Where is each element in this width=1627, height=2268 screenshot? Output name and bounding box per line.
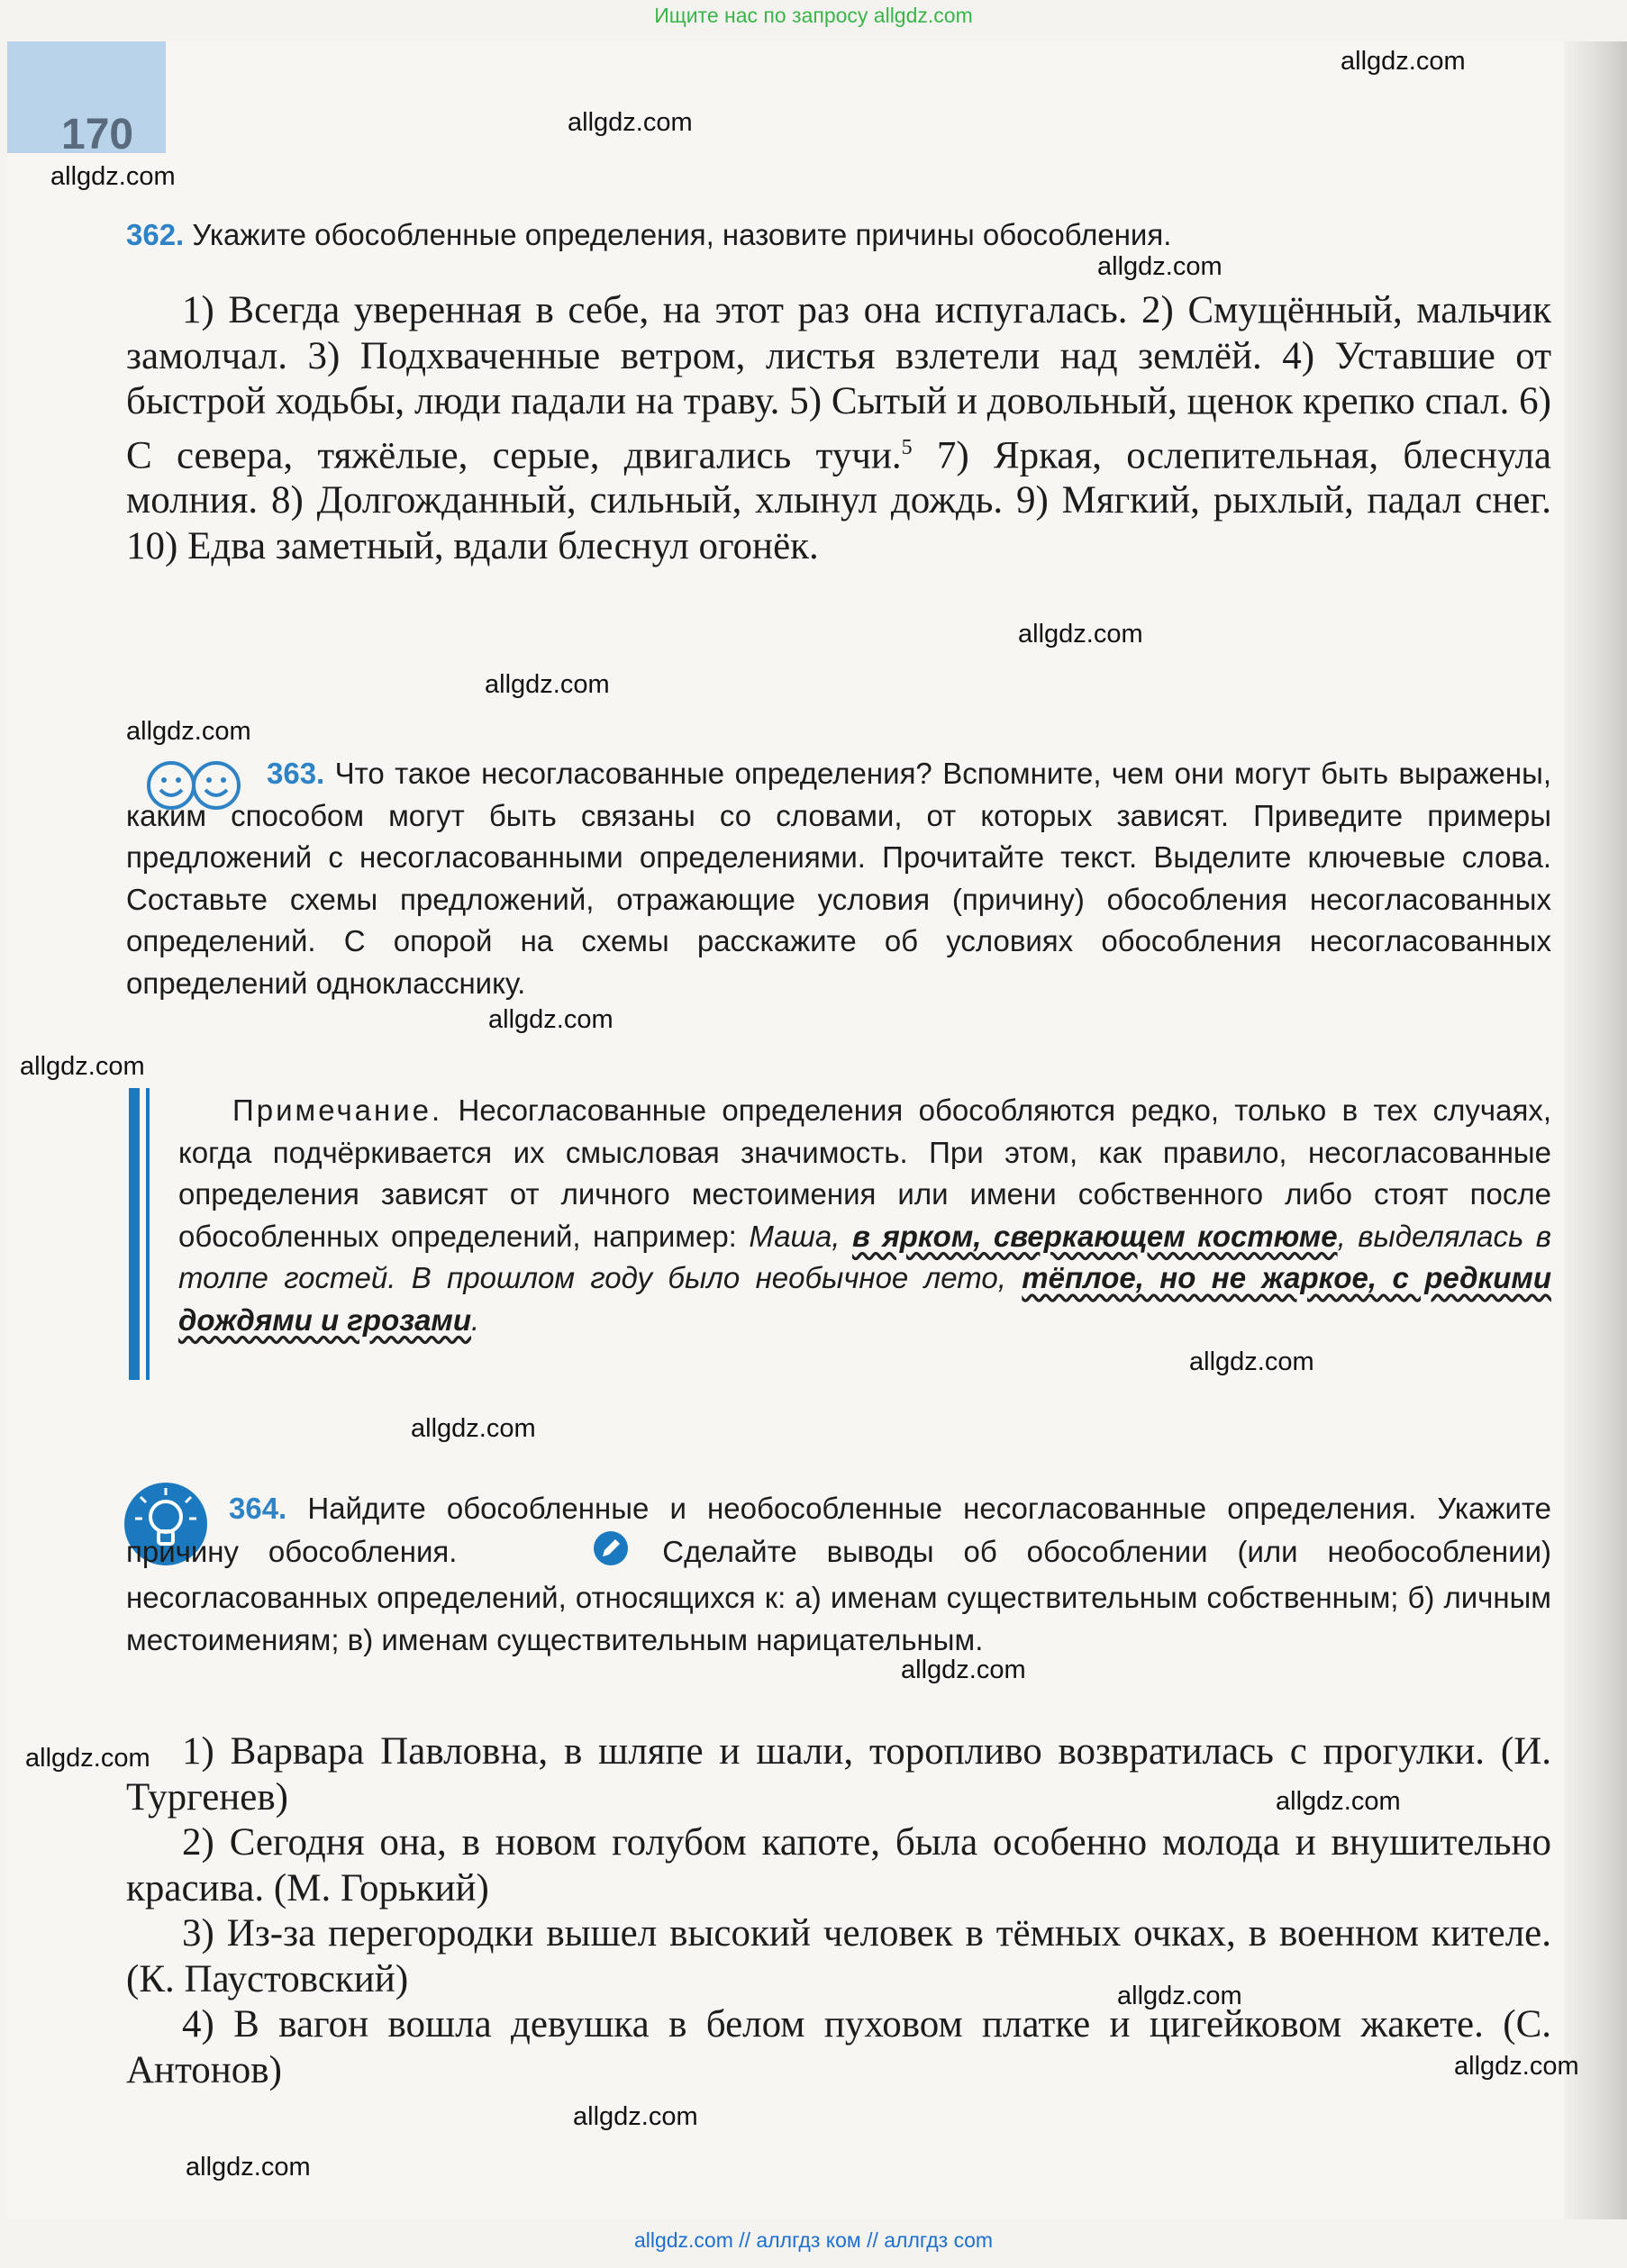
exercise-362-sentences: 1) Всегда уверенная в себе, на этот раз она испугалась. 2) Смущённый, мальчик замолчал. 3) Подхваченные ветром, листья взлетели над землёй. 4) Уставшие от быстрой ходьбы, люди падали на траву. 5) Сытый и довольный, щенок крепко спал. 6) С севера, тяжёлые, серые, двигались тучи. [126, 289, 1551, 476]
exercise-364-task [126, 1488, 1551, 1661]
watermark[interactable]: allgdz.com [25, 1744, 150, 1773]
note-example-2-underlined: тёплое, но не жаркое, с редкими дождями и грозами [178, 1261, 1551, 1337]
exercise-363-task [126, 753, 1551, 1004]
watermark[interactable]: allgdz.com [126, 717, 251, 746]
exercise-362-task [126, 214, 1550, 257]
note-example-1-start: Маша, [749, 1219, 852, 1253]
exercise-364-task-b: Сделайте выводы об обособлении (или необособлении) несогласованных определений, относящихся к: а) именам существительным собственным; б) личным местоимениям; в) именам существительным нарицательным. [126, 1534, 1551, 1656]
watermark[interactable]: allgdz.com [1454, 2052, 1579, 2081]
note-bar [129, 1088, 140, 1380]
sentence-4: 4) В вагон вошла девушка в белом пуховом платке и цигейковом жакете. (С. Антонов) [126, 2003, 1551, 2091]
watermark[interactable]: allgdz.com [573, 2102, 698, 2131]
watermark[interactable]: allgdz.com [20, 1052, 145, 1081]
watermark[interactable]: allgdz.com [1018, 620, 1143, 649]
page-number: 170 [61, 111, 134, 159]
note-bar-thin [146, 1088, 150, 1380]
note-example-1-underlined: в ярком, сверкающем костюме [851, 1219, 1338, 1253]
note-example-1-end: , выделялась в толпе гостей. В прошлом году было необычное лето, [178, 1219, 1551, 1294]
note-example-2-end: . [471, 1302, 480, 1337]
watermark[interactable]: allgdz.com [1341, 47, 1466, 76]
watermark[interactable]: allgdz.com [1189, 1347, 1314, 1376]
watermark[interactable]: allgdz.com [411, 1414, 536, 1443]
watermark[interactable]: allgdz.com [485, 670, 610, 699]
footnote-mark: 5 [901, 435, 913, 459]
exercise-362-text [126, 288, 1551, 569]
watermark[interactable]: allgdz.com [1276, 1787, 1401, 1816]
note-text: Несогласованные определения обособляются редко, только в тех случаях, когда подчёркивается их смысловая значимость. При этом, как правило, несогласованные определения зависят от личного местоимения или имени собственного либо стоят после обособленных определений, например: [178, 1093, 1551, 1253]
exercise-364-task-a: Найдите обособленные и необособленные несогласованные определения. Укажите причину обособления. [126, 1492, 1551, 1568]
watermark[interactable]: allgdz.com [901, 1656, 1026, 1684]
watermark[interactable]: allgdz.com [1097, 252, 1223, 281]
exercise-363-number: 363. [267, 757, 325, 790]
exercise-362-sentences-2: 7) Яркая, ослепительная, блеснула молния. 8) Долгожданный, сильный, хлынул дождь. 9) Мягкий, рыхлый, падал снег. 10) Едва заметный, вдали блеснул огонёк. [126, 433, 1552, 567]
watermark[interactable]: allgdz.com [488, 1005, 614, 1034]
watermark[interactable]: allgdz.com [568, 108, 693, 137]
exercise-362-task-text: Укажите обособленные определения, назовите причины обособления. [184, 218, 1172, 251]
page-spine-shadow [1564, 41, 1627, 2219]
sentence-3: 3) Из-за перегородки вышел высокий человек в тёмных очках, в военном кителе. (К. Паустовский) [126, 1912, 1551, 2000]
note-label: Примечание. [232, 1093, 443, 1127]
watermark[interactable]: allgdz.com [186, 2153, 311, 2182]
sentence-2: 2) Сегодня она, в новом голубом капоте, была особенно молода и внушительно красива. (М. Горький) [126, 1821, 1551, 1910]
exercise-362-number: 362. [126, 218, 185, 251]
note-block [178, 1090, 1551, 1341]
footer-links[interactable]: allgdz.com // аллгдз ком // аллгдз com [633, 2228, 994, 2252]
exercise-364-number: 364. [229, 1492, 287, 1525]
pen-icon [490, 1530, 629, 1578]
exercise-363-task-text: Что такое несогласованные определения? Вспомните, чем они могут быть выражены, каким способом могут быть связаны со словами, от которых зависят. Приведите примеры предложений с несогласованными определениями. Прочитайте текст. Выделите ключевые слова. Составьте схемы предложений, отражающие условия (причину) обособления несогласованных определений. С опорой на схемы расскажите об условиях обособления несогласованных определений однокласснику. [126, 757, 1551, 1000]
exercise-364-sentences [126, 1729, 1551, 2093]
watermark[interactable]: allgdz.com [50, 162, 176, 191]
top-banner[interactable]: Ищите нас по запросу allgdz.com [654, 4, 973, 27]
sentence-1: 1) Варвара Павловна, в шляпе и шали, торопливо возвратилась с прогулки. (И. Тургенев) [126, 1730, 1551, 1819]
watermark[interactable]: allgdz.com [1117, 1982, 1242, 2010]
